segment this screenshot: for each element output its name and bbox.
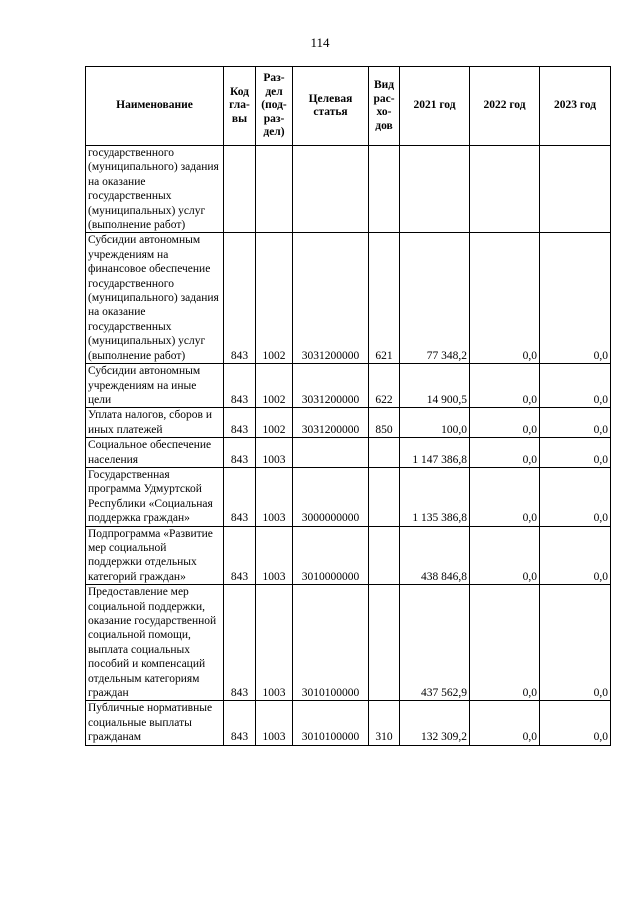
cell-expense: 622	[369, 364, 400, 408]
cell-section: 1003	[256, 585, 293, 701]
cell-y2021: 1 147 386,8	[400, 438, 470, 468]
table-row	[86, 408, 611, 438]
cell-y2023	[540, 146, 611, 233]
table-row	[86, 467, 611, 526]
cell-target: 3010000000	[293, 526, 369, 585]
cell-target: 3010100000	[293, 585, 369, 701]
cell-y2022: 0,0	[470, 701, 540, 745]
cell-section: 1003	[256, 701, 293, 745]
header-code: Код гла- вы	[224, 67, 256, 146]
table-row	[86, 233, 611, 364]
budget-table	[85, 66, 611, 746]
cell-code: 843	[224, 585, 256, 701]
cell-y2023: 0,0	[540, 438, 611, 468]
cell-y2023: 0,0	[540, 233, 611, 364]
cell-y2023: 0,0	[540, 408, 611, 438]
cell-section: 1002	[256, 233, 293, 364]
cell-name: Предоставление мер социальной поддержки, оказание государственной социальной помощи, выплата социальных пособий и компенсаций отдельным категориям граждан	[86, 585, 224, 701]
cell-expense	[369, 438, 400, 468]
cell-target: 3031200000	[293, 364, 369, 408]
cell-target: 3010100000	[293, 701, 369, 745]
cell-section: 1002	[256, 364, 293, 408]
cell-code: 843	[224, 701, 256, 745]
cell-section: 1003	[256, 438, 293, 468]
cell-name: Социальное обеспечение населения	[86, 438, 224, 468]
cell-expense	[369, 585, 400, 701]
cell-expense	[369, 146, 400, 233]
cell-code: 843	[224, 408, 256, 438]
cell-target: 3031200000	[293, 233, 369, 364]
cell-section	[256, 146, 293, 233]
table-row	[86, 585, 611, 701]
cell-target: 3000000000	[293, 467, 369, 526]
cell-y2022: 0,0	[470, 526, 540, 585]
cell-y2021: 100,0	[400, 408, 470, 438]
header-target: Целевая статья	[293, 67, 369, 146]
cell-expense	[369, 526, 400, 585]
cell-code: 843	[224, 438, 256, 468]
cell-y2023: 0,0	[540, 701, 611, 745]
cell-section: 1002	[256, 408, 293, 438]
cell-target: 3031200000	[293, 408, 369, 438]
cell-y2023: 0,0	[540, 467, 611, 526]
table-row	[86, 364, 611, 408]
cell-target	[293, 438, 369, 468]
cell-section: 1003	[256, 467, 293, 526]
cell-code: 843	[224, 526, 256, 585]
cell-expense: 621	[369, 233, 400, 364]
cell-y2021: 437 562,9	[400, 585, 470, 701]
cell-name: государственного (муниципального) задания на оказание государственных (муниципальных) услуг (выполнение работ)	[86, 146, 224, 233]
cell-y2023: 0,0	[540, 364, 611, 408]
cell-name: Субсидии автономным учреждениям на иные цели	[86, 364, 224, 408]
cell-name: Уплата налогов, сборов и иных платежей	[86, 408, 224, 438]
table-row	[86, 438, 611, 468]
header-section: Раз- дел (под- раз- дел)	[256, 67, 293, 146]
header-2021: 2021 год	[400, 67, 470, 146]
cell-name: Субсидии автономным учреждениям на финансовое обеспечение государственного (муниципального) задания на оказание государственных (муниципальных) услуг (выполнение работ)	[86, 233, 224, 364]
cell-y2023: 0,0	[540, 585, 611, 701]
header-2022: 2022 год	[470, 67, 540, 146]
cell-code: 843	[224, 233, 256, 364]
table-row	[86, 526, 611, 585]
cell-y2023: 0,0	[540, 526, 611, 585]
cell-y2021: 438 846,8	[400, 526, 470, 585]
cell-target	[293, 146, 369, 233]
cell-y2021: 77 348,2	[400, 233, 470, 364]
cell-y2022: 0,0	[470, 467, 540, 526]
cell-code	[224, 146, 256, 233]
cell-expense: 850	[369, 408, 400, 438]
header-name: Наименование	[86, 67, 224, 146]
cell-code: 843	[224, 364, 256, 408]
cell-y2022: 0,0	[470, 438, 540, 468]
cell-y2022: 0,0	[470, 408, 540, 438]
cell-expense: 310	[369, 701, 400, 745]
header-2023: 2023 год	[540, 67, 611, 146]
table-header-row	[86, 67, 611, 146]
cell-y2022	[470, 146, 540, 233]
cell-name: Государственная программа Удмуртской Республики «Социальная поддержка граждан»	[86, 467, 224, 526]
cell-name: Публичные нормативные социальные выплаты гражданам	[86, 701, 224, 745]
cell-code: 843	[224, 467, 256, 526]
cell-expense	[369, 467, 400, 526]
cell-y2022: 0,0	[470, 233, 540, 364]
header-expense-type: Вид рас- хо- дов	[369, 67, 400, 146]
cell-y2022: 0,0	[470, 585, 540, 701]
cell-y2021: 14 900,5	[400, 364, 470, 408]
cell-y2021	[400, 146, 470, 233]
cell-name: Подпрограмма «Развитие мер социальной поддержки отдельных категорий граждан»	[86, 526, 224, 585]
cell-section: 1003	[256, 526, 293, 585]
table-row	[86, 701, 611, 745]
cell-y2021: 132 309,2	[400, 701, 470, 745]
page-number: 114	[310, 35, 330, 50]
table-row	[86, 146, 611, 233]
cell-y2022: 0,0	[470, 364, 540, 408]
cell-y2021: 1 135 386,8	[400, 467, 470, 526]
